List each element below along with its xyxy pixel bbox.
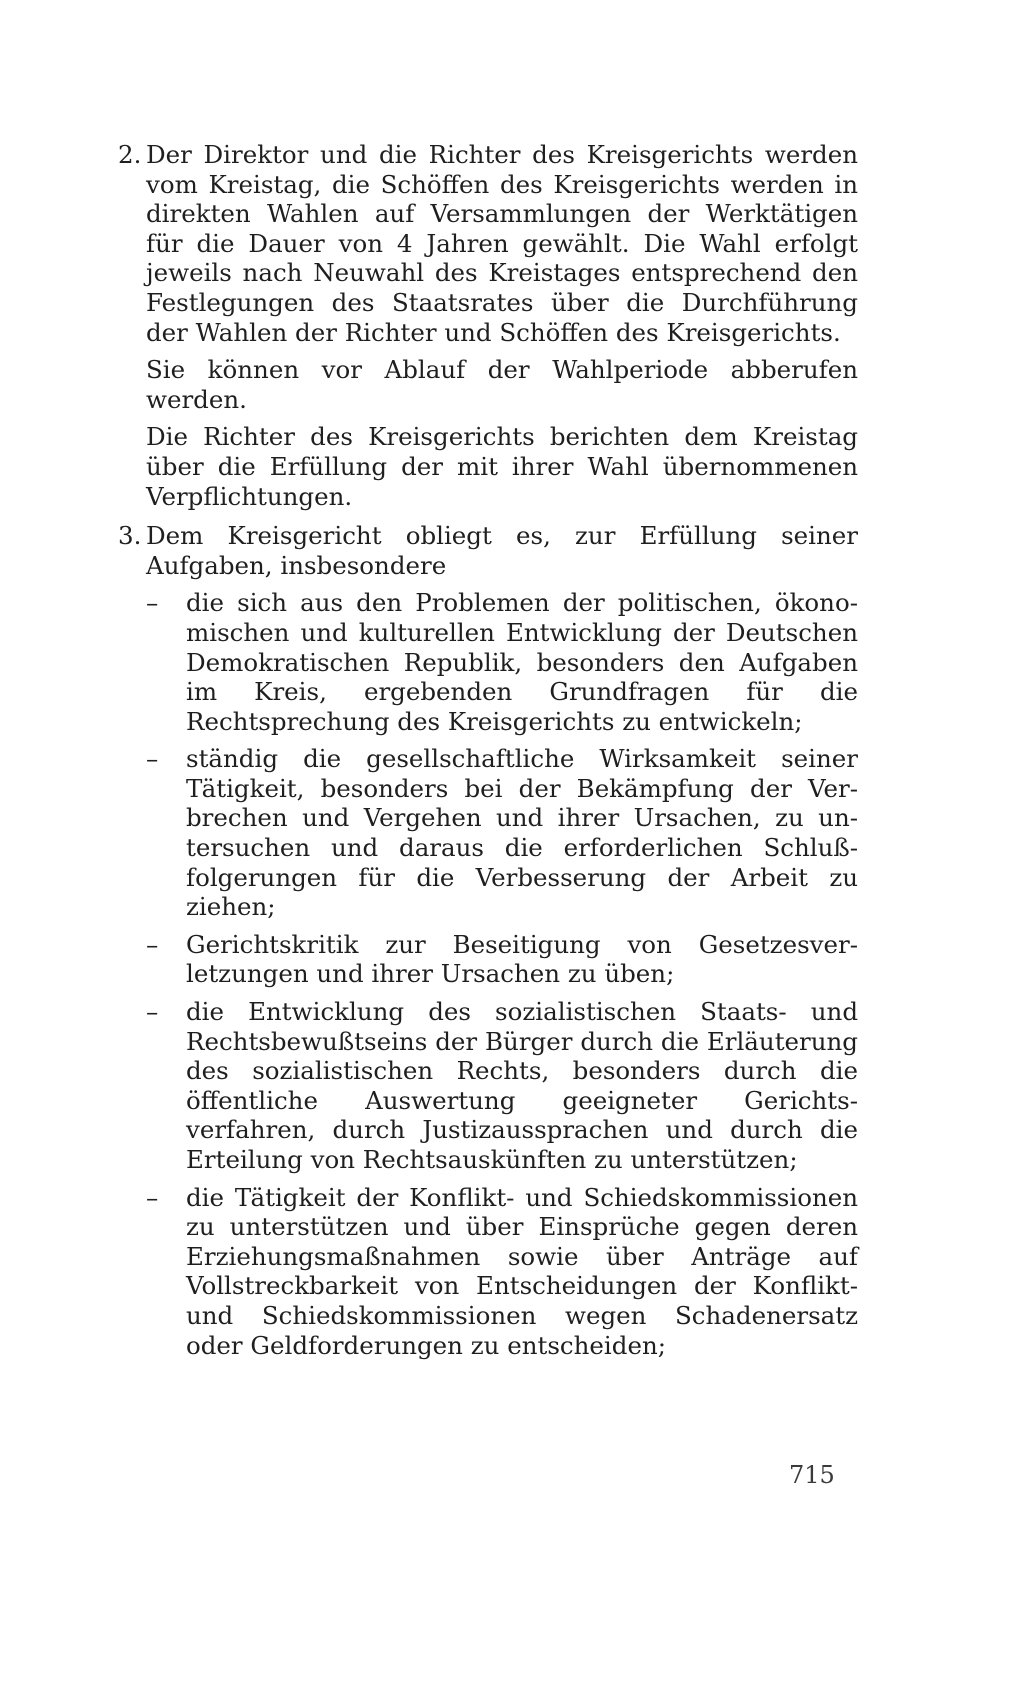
dash-marker: – [146,588,159,618]
duty-list [146,588,858,1360]
body-text [118,140,858,1360]
page-number: 715 [789,1461,835,1489]
list-item [146,997,858,1175]
dash-marker: – [146,929,159,959]
paragraph-3 [118,521,858,1360]
dash-marker: – [146,1182,159,1212]
paragraph-sub-text: Die Richter des Kreisgerichts berichten dem Kreistag über die Erfüllung der mit ihrer Wahl übernommenen Verpflichtungen. [146,422,858,511]
paragraph-number: 3. [118,521,142,551]
list-item-text: die Tätigkeit der Konflikt- und Schiedskommissionen zu unterstützen und über Einsprüche gegen deren Erziehungsmaßnahmen sowie über Anträge auf Vollstreckbarkeit von Entscheidungen der Konflikt- und Schiedskommissionen wegen Schadenersatz oder Geldforderungen zu entscheiden; [186,1182,858,1360]
paragraph-sub-text: Sie können vor Ablauf der Wahlperiode abberufen werden. [146,355,858,414]
paragraph-text: Dem Kreisgericht obliegt es, zur Erfüllung seiner Aufgaben, insbesondere [146,521,858,580]
paragraph-2 [118,140,858,511]
list-item [146,588,858,736]
list-item [146,744,858,922]
list-item [146,1183,858,1361]
list-item-text: Gerichtskritik zur Beseitigung von Gesetzesverletzungen und ihrer Ursachen zu üben; [186,929,858,989]
list-item [146,930,858,989]
list-item-text: die Entwicklung des sozialistischen Staats- und Rechtsbewußtseins der Bürger durch die Erläuterung des sozialistischen Rechts, besonders durch die öffentliche Auswertung geeigneter Gerichtsverfahren, durch Justizaussprachen und durch die Erteilung von Rechtsauskünften zu unterstützen; [186,997,858,1174]
dash-marker: – [146,744,159,774]
dash-marker: – [146,997,159,1027]
list-item-text: die sich aus den Problemen der politischen, ökonomischen und kulturellen Entwicklung der Deutschen Demokratischen Republik, besonders den Aufgaben im Kreis, ergebenden Grundfragen für die Rechtsprechung des Kreisgerichts zu entwickeln; [186,588,858,736]
list-item-text: ständig die gesellschaftliche Wirksamkeit seiner Tätigkeit, besonders bei der Bekämpfung der Verbrechen und Vergehen und ihrer Ursachen, zu untersuchen und daraus die erforderlichen Schlußfolgerungen für die Verbesserung der Arbeit zu ziehen; [186,744,858,922]
paragraph-number: 2. [118,140,142,169]
paragraph-text: Der Direktor und die Richter des Kreisgerichts werden vom Kreistag, die Schöffen des Kreisgerichts werden in direkten Wahlen auf Versammlungen der Werktätigen für die Dauer von 4 Jahren gewählt. Die Wahl erfolgt jeweils nach Neuwahl des Kreistages entsprechend den Festlegungen des Staatsrates über die Durchführung der Wahlen der Richter und Schöffen des Kreisgerichts. [146,140,858,347]
